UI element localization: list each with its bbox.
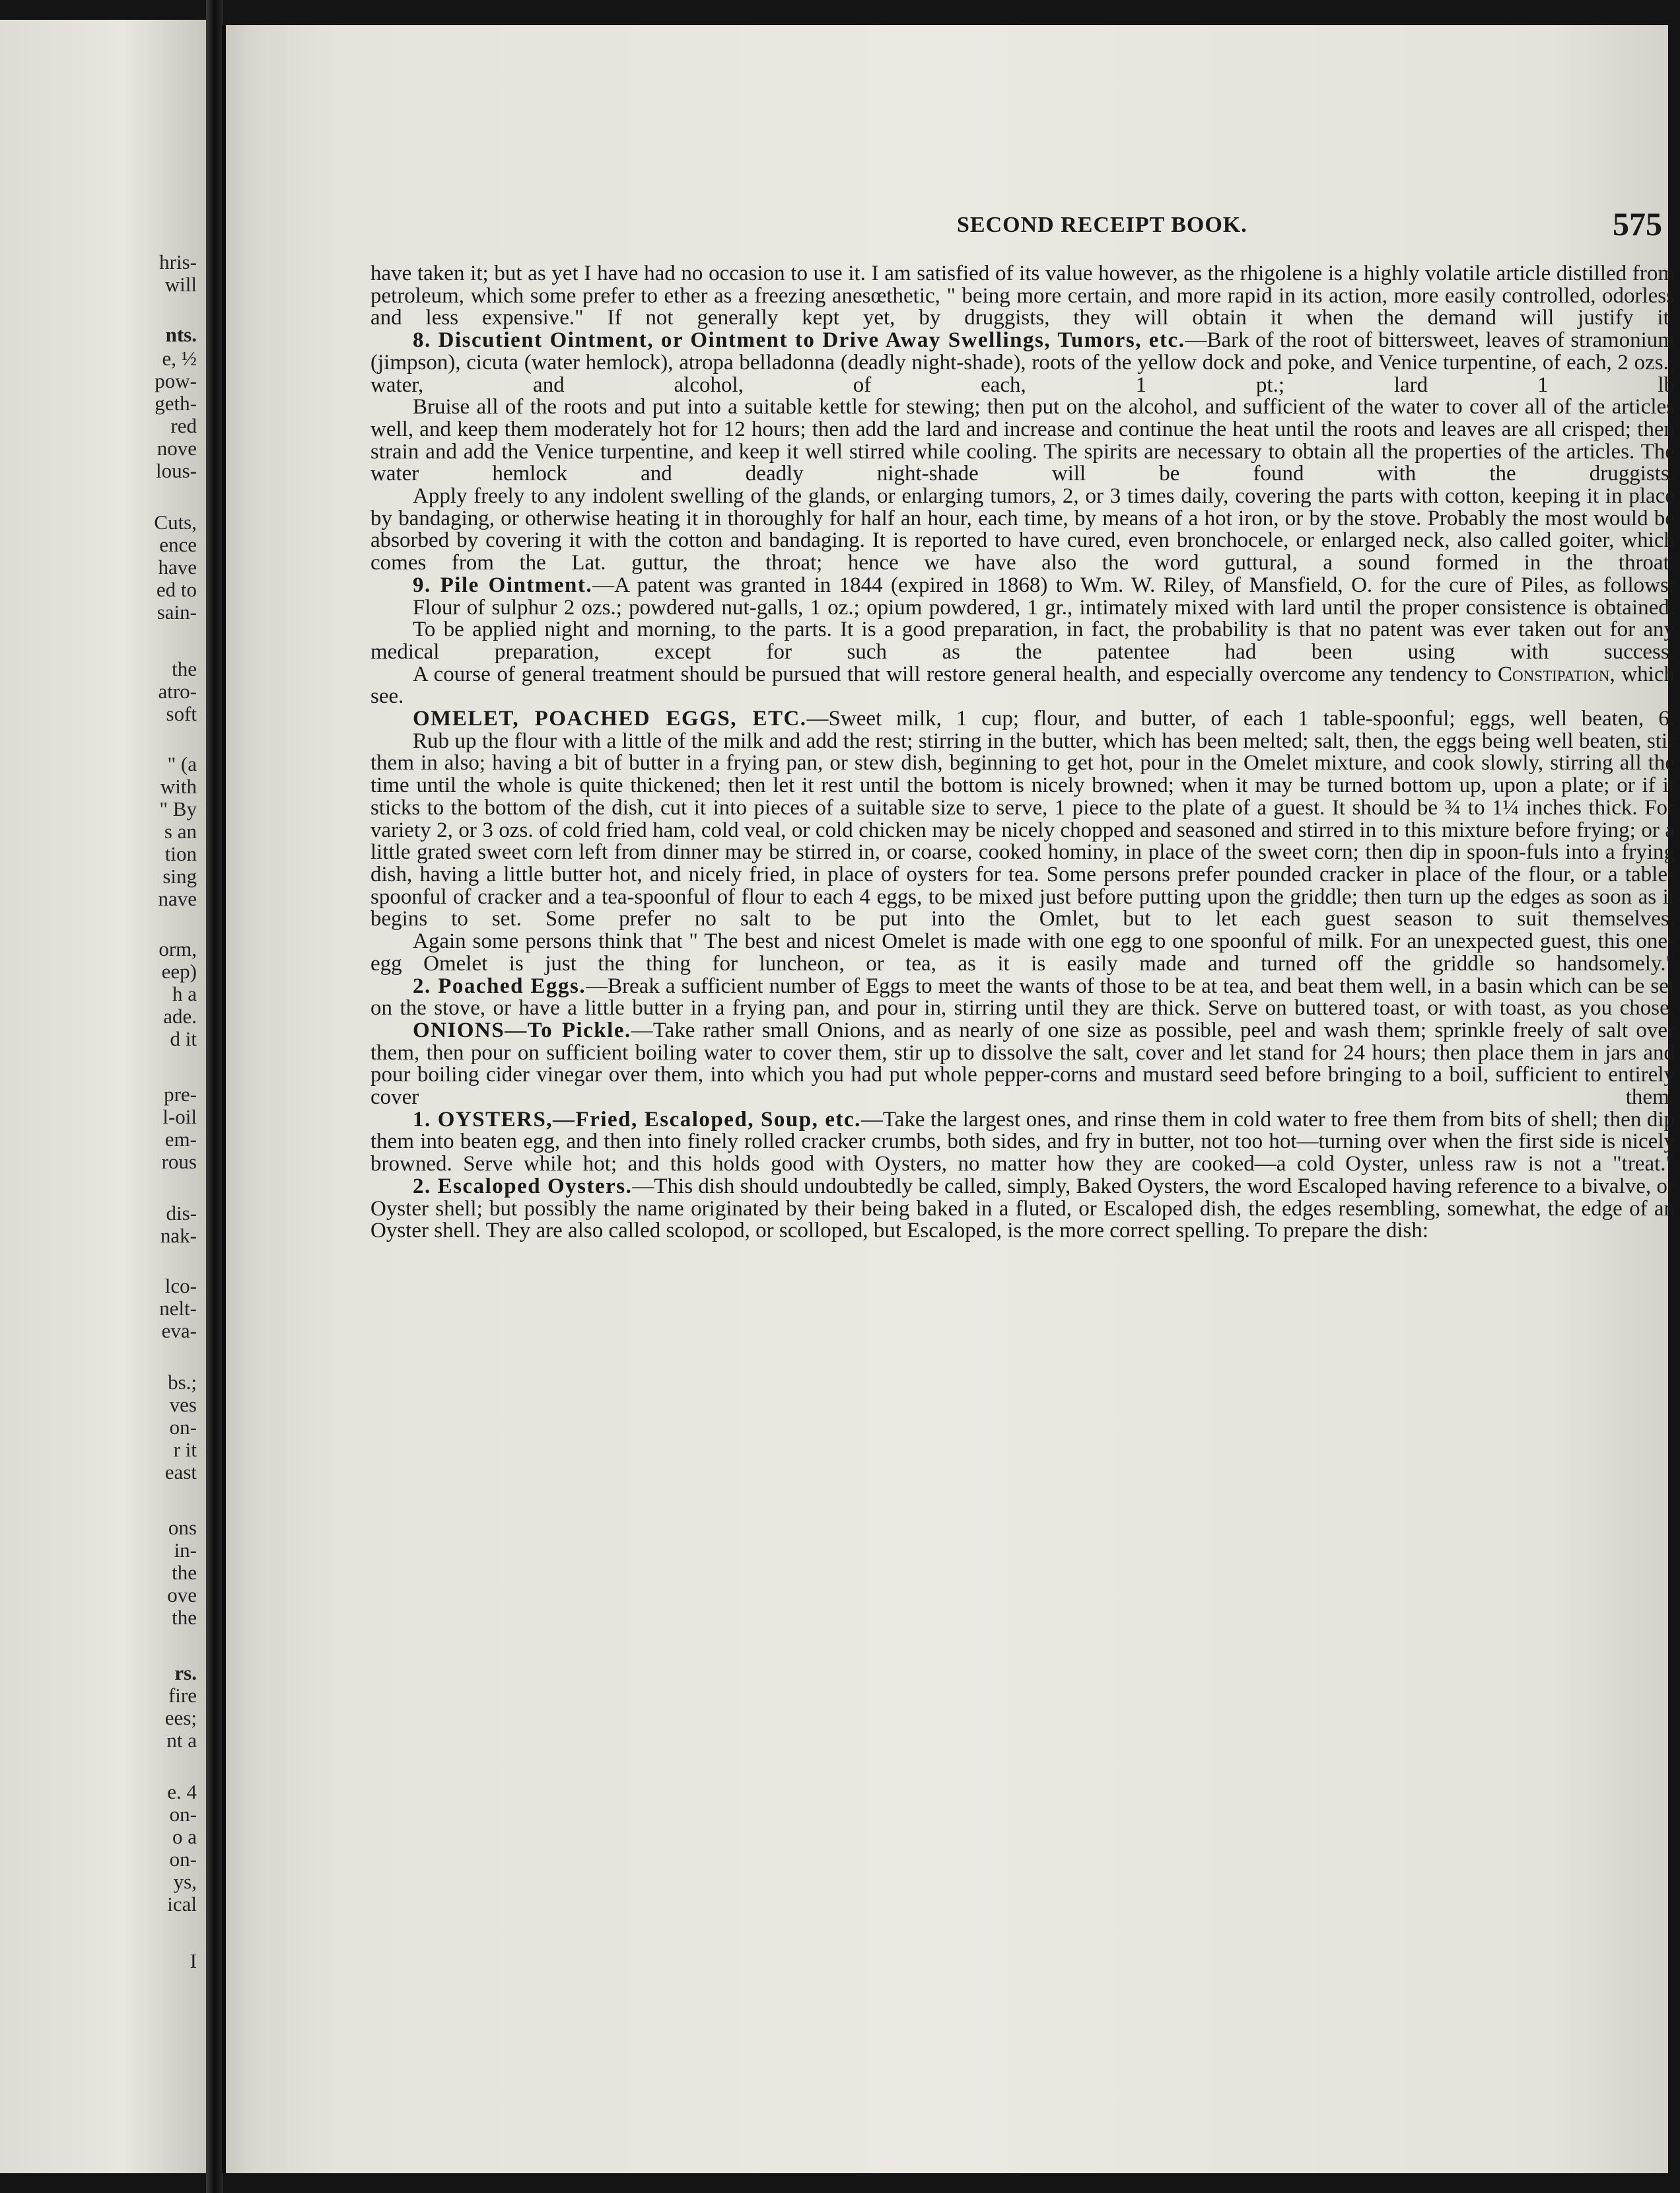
page-575 [222, 25, 1675, 2173]
running-title: SECOND RECEIPT BOOK. [957, 213, 1247, 237]
left-page-fragment: nove [157, 437, 197, 460]
recipe-ingredients: —Sweet milk, 1 cup; flour, and butter, of each 1 table-spoonful; eggs, well beaten, 6. [806, 707, 1675, 731]
book-gutter [206, 0, 223, 2193]
left-page-fragment: eva- [161, 1319, 197, 1342]
left-page-fragment: orm, [158, 937, 197, 960]
left-page-fragment: l-oil [162, 1105, 197, 1128]
left-page-fragment: the [172, 657, 197, 680]
page-body [370, 263, 1675, 1242]
recipe-intro: —A patent was granted in 1844 (expired in 1868) to Wm. W. Riley, of Mansfield, O. for the cure of Piles, as follows: [592, 573, 1675, 597]
left-page-fragment: tion [164, 842, 197, 865]
left-page-fragment: ees; [164, 1706, 197, 1729]
left-page-fragment: nak- [160, 1224, 197, 1247]
paragraph-omelet-variant: Again some persons think that " The best and nicest Omelet is made with one egg to one spoonful of milk. For an unexpected guest, this one-egg Omelet is just the thing for luncheon, or tea, as it is easily made and turned off the griddle so handsomely." [370, 929, 1675, 976]
previous-page-edge [0, 20, 206, 2173]
left-page-fragment: em- [164, 1128, 197, 1151]
left-page-fragment: eep) [161, 960, 197, 983]
left-page-fragment: the [172, 1606, 197, 1629]
recipe-method: —Take rather small Onions, and as nearly of one size as possible, peel and wash them; sprinkle freely of salt over them, then pour on sufficient boiling water to cover them, stir up to dissolve the salt, cover and let stand for 24 hours; then place them in jars and pour boiling cider vinegar over them, into which you had put whole pepper-corns and mustard seed before bringing to a boil, sufficient to entirely cover them. [370, 1018, 1675, 1110]
page-edge-shadow [222, 25, 226, 2173]
left-page-fragment: have [158, 556, 197, 579]
recipe-pile-ointment [370, 575, 1675, 597]
left-page-fragment: ed to [156, 578, 197, 601]
left-page-fragment: geth- [155, 392, 197, 415]
left-page-fragment: rs. [174, 1661, 197, 1684]
left-page-fragment: in- [174, 1538, 197, 1562]
left-page-fragment: dis- [166, 1202, 197, 1225]
left-page-fragment: pow- [155, 369, 197, 392]
left-page-fragment: " By [159, 797, 197, 820]
left-page-fragment: ys, [173, 1870, 197, 1893]
left-page-fragment: nelt- [159, 1297, 197, 1320]
page-number: 575 [1613, 205, 1662, 242]
left-page-fragment: ons [168, 1516, 197, 1539]
recipe-heading: 1. OYSTERS,—Fried, Escaloped, Soup, etc. [413, 1107, 861, 1132]
recipe-poached-eggs [370, 976, 1675, 1020]
left-page-fragment: sain- [157, 600, 197, 624]
left-page-fragment: e, ½ [162, 347, 197, 370]
left-page-fragment: pre- [164, 1083, 197, 1106]
paragraph-usage: To be applied night and morning, to the parts. It is a good preparation, in fact, the probability is that no patent was ever taken out for any medical preparation, except for such as the patentee had been using with success. [370, 618, 1675, 664]
left-page-fragment: on- [169, 1416, 197, 1439]
left-page-fragment: I [190, 1949, 197, 1972]
recipe-heading: 8. Discutient Ointment, or Ointment to Drive Away Swellings, Tumors, etc. [413, 328, 1185, 353]
left-page-fragment: e. 4 [167, 1780, 197, 1803]
left-page-fragment: ade. [163, 1005, 197, 1028]
paragraph-ether-note: have taken it; but as yet I have had no occasion to use it. I am satisfied of its value however, as the rhigolene is a highly volatile article distilled from petroleum, which some prefer to ether as a freezing anesœthetic, " being more certain, and more rapid in its action, more easily controlled, odorless and less expensive." If not generally kept yet, by druggists, they will obtain it when the demand will justify it. [370, 262, 1675, 330]
recipe-escaloped-oysters [370, 1176, 1675, 1242]
recipe-ingredients: —Bark of the root of bittersweet, leaves of stramonium (jimpson), cicuta (water hemlock), atropa belladonna (deadly night-shade), roots of the yellow dock and poke, and Venice turpentine, of each, 2 ozs.; water, and alcohol, of each, 1 pt.; lard 1 lb [370, 328, 1675, 397]
left-page-fragment: rous [161, 1150, 197, 1173]
left-page-fragment: ical [167, 1892, 197, 1916]
text-run: A course of general treatment should be pursued that will restore general health, and especially overcome any tendency to [413, 662, 1498, 686]
left-page-fragment: ove [167, 1583, 197, 1606]
left-page-fragment: soft [166, 702, 197, 725]
left-page-fragment: sing [162, 865, 197, 888]
left-page-fragment: o a [172, 1825, 197, 1848]
left-page-fragment: atro- [158, 680, 197, 703]
left-page-fragment: ence [159, 533, 197, 556]
left-page-fragment: hris- [159, 250, 197, 273]
recipe-heading: ONIONS—To Pickle. [413, 1018, 631, 1042]
left-page-fragment: the [172, 1561, 197, 1584]
left-page-fragment: lco- [164, 1274, 197, 1297]
left-page-fragment: " (a [167, 752, 197, 775]
left-page-fragment: red [170, 414, 197, 437]
recipe-method: —Take the largest ones, and rinse them in cold water to free them from bits of shell; then dip them into beaten egg, and then into finely rolled cracker crumbs, both sides, and fry in butter, not too hot—turning over when the first side is nicely browned. Serve while hot; and this holds good with Oysters, no matter how they are cooked—a cold Oyster, unless raw is not a "treat." [370, 1107, 1675, 1176]
left-page-fragment: d it [170, 1027, 197, 1050]
paragraph-preparation: Bruise all of the roots and put into a suitable kettle for stewing; then put on the alcohol, and sufficient of the water to cover all of the articles well, and keep them moderately hot for 12 hours; then add the lard and increase and continue the heat until the roots and leaves are all crisped; then strain and add the Venice turpentine, and keep it well stirred while cooling. The spirits are necessary to obtain all the properties of the articles. The water hemlock and deadly night-shade will be found with the druggists. [370, 395, 1675, 486]
cross-reference: Constipation, [1498, 662, 1615, 686]
left-page-fragment: east [164, 1460, 197, 1484]
left-page-fragment: h a [172, 982, 197, 1005]
left-page-fragment: with [160, 775, 197, 798]
left-page-fragment: Cuts, [154, 511, 197, 534]
recipe-heading: OMELET, POACHED EGGS, ETC. [413, 707, 807, 731]
left-page-fragment: lous- [156, 459, 197, 482]
paragraph-omelet-method: Rub up the flour with a little of the milk and add the rest; stirring in the butter, which has been melted; salt, then, the eggs being well beaten, stir them in also; having a bit of butter in a frying pan, or stew dish, beginning to get hot, pour in the Omelet mixture, and cook slowly, stirring all the time until the whole is quite thickened; then let it rest until the bottom is nicely browned; when it may be turned bottom up, upon a plate; or if it sticks to the bottom of the dish, cut it into pieces of a suitable size to serve, 1 piece to the plate of a guest. It should be ¾ to 1¼ inches thick. For variety 2, or 3 ozs. of cold fried ham, cold veal, or cold chicken may be nicely chopped and seasoned and stirred in to this mixture before frying; or a little grated sweet corn left from dinner may be stirred in, or coarse, cooked hominy, in place of the sweet corn; then dip in spoon-fuls into a frying dish, having a little butter hot, and nicely fried, in place of oysters for tea. Some persons prefer pounded cracker in place of the flour, or a table-spoonful of cracker and a tea-spoonful of flour to each 4 eggs, to be mixed just before putting upon the griddle; then turn up the edges as soon as it begins to set. Some prefer no salt to be put into the Omlet, but to let each guest season to suit themselves. [370, 729, 1675, 931]
left-page-fragment: bs.; [168, 1371, 197, 1394]
left-page-fragment: s an [164, 820, 197, 843]
recipe-method: —This dish should undoubtedly be called, simply, Baked Oysters, the word Escaloped having reference to a bivalve, or Oyster shell; but possibly the name originated by their being baked in a fluted, or Escaloped dish, the edges resembling, somewhat, the edge of an Oyster shell. They are also called scolopod, or scolloped, but Escaloped, is the more correct spelling. To prepare the dish: [370, 1174, 1675, 1243]
paragraph-application: Apply freely to any indolent swelling of the glands, or enlarging tumors, 2, or 3 times daily, covering the parts with cotton, keeping it in place by bandaging, or otherwise heating it in thoroughly for half an hour, each time, by means of a hot iron, or by the stove. Probably the most would be absorbed by covering it with the cotton and bandaging. It is reported to have cured, even bronchocele, or enlarged neck, also called goiter, which comes from the Lat. guttur, the throat; hence we have also the word guttural, a sound formed in the throat. [370, 484, 1675, 575]
recipe-omelet [370, 708, 1675, 731]
recipe-oysters [370, 1109, 1675, 1176]
recipe-heading: 2. Escaloped Oysters. [413, 1174, 633, 1198]
left-page-fragment: nave [158, 887, 197, 910]
left-page-fragment: on- [169, 1803, 197, 1826]
recipe-method: —Break a sufficient number of Eggs to meet the wants of those to be at tea, and beat them well, in a basin which can be set on the stove, or have a little butter in a frying pan, and pour in, stirring until they are thick. Serve on buttered toast, or with toast, as you chose. [370, 974, 1675, 1021]
left-page-fragment: nts. [165, 323, 197, 346]
recipe-discutient-ointment [370, 330, 1675, 396]
recipe-onions-pickle [370, 1020, 1675, 1109]
paragraph-ingredients: Flour of sulphur 2 ozs.; powdered nut-galls, 1 oz.; opium powdered, 1 gr., intimately mixed with lard until the proper consistence is obtained. [413, 595, 1675, 620]
recipe-heading: 9. Pile Ointment. [413, 573, 593, 597]
left-page-fragment: nt a [166, 1729, 197, 1752]
paragraph-general-treatment [370, 664, 1675, 708]
left-page-fragment: on- [169, 1848, 197, 1871]
left-page-fragment: ves [169, 1393, 197, 1416]
text-run: which see. [370, 662, 1675, 709]
left-page-fragment: will [164, 273, 197, 296]
left-page-fragment: fire [168, 1684, 197, 1707]
page-header [222, 205, 1668, 244]
left-page-fragment: r it [173, 1438, 197, 1461]
recipe-heading: 2. Poached Eggs. [413, 974, 586, 998]
